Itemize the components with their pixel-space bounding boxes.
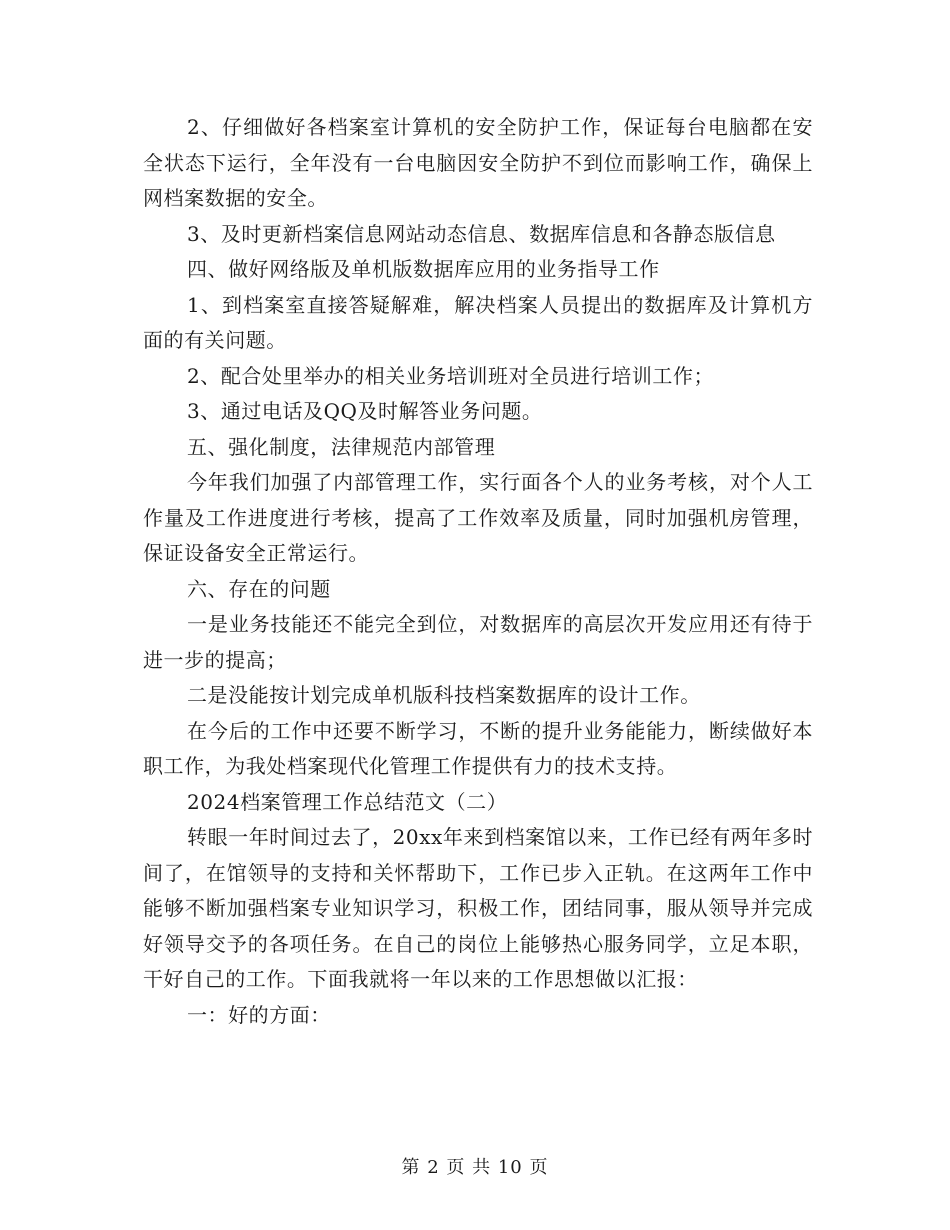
paragraph-problem-two: 二是没能按计划完成单机版科技档案数据库的设计工作。 (187, 683, 701, 707)
paragraph-year-review: 转眼一年时间过去了，20xx年来到档案馆以来，工作已经有两年多时间了，在馆领导的支持和关怀帮助下，工作已步入正轨。在这两年工作中能够不断加强档案专业知识学习，积极工作，团结同事，服从领导并完成好领导交予的各项任务。在自己的岗位上能够热心服务同学，立足本职，干好自己的工作。下面我就将一年以来的工作思想做以汇报： (143, 825, 813, 991)
paragraph-security-protection: 2、仔细做好各档案室计算机的安全防护工作，保证每台电脑都在安全状态下运行，全年没有一台电脑因安全防护不到位而影响工作，确保上网档案数据的安全。 (143, 115, 813, 210)
section-heading-good-aspects: 一：好的方面： (187, 1002, 331, 1027)
paragraph-website-update: 3、及时更新档案信息网站动态信息、数据库信息和各静态版信息 (187, 221, 776, 246)
section-heading-database-guidance: 四、做好网络版及单机版数据库应用的业务指导工作 (187, 257, 660, 281)
paragraph-internal-management: 今年我们加强了内部管理工作，实行面各个人的业务考核，对个人工作量及工作进度进行考核，提高了工作效率及质量，同时加强机房管理，保证设备安全正常运行。 (143, 470, 813, 565)
section-heading-problems: 六、存在的问题 (187, 576, 331, 601)
paragraph-training: 2、配合处里举办的相关业务培训班对全员进行培训工作； (187, 363, 715, 388)
section-heading-internal-management: 五、强化制度，法律规范内部管理 (187, 434, 496, 459)
paragraph-future-work: 在今后的工作中还要不断学习，不断的提升业务能能力，断续做好本职工作，为我处档案现代化管理工作提供有力的技术支持。 (143, 718, 813, 778)
document-body (143, 110, 813, 1033)
page-number-footer: 第 2 页 共 10 页 (401, 1157, 549, 1178)
paragraph-onsite-support: 1、到档案室直接答疑解难，解决档案人员提出的数据库及计算机方面的有关问题。 (143, 292, 813, 352)
section-title-part-two: 2024档案管理工作总结范文（二） (187, 789, 508, 814)
paragraph-phone-qq-support: 3、通过电话及QQ及时解答业务问题。 (187, 399, 543, 423)
paragraph-problem-one: 一是业务技能还不能完全到位，对数据库的高层次开发应用还有待于进一步的提高； (143, 612, 813, 672)
